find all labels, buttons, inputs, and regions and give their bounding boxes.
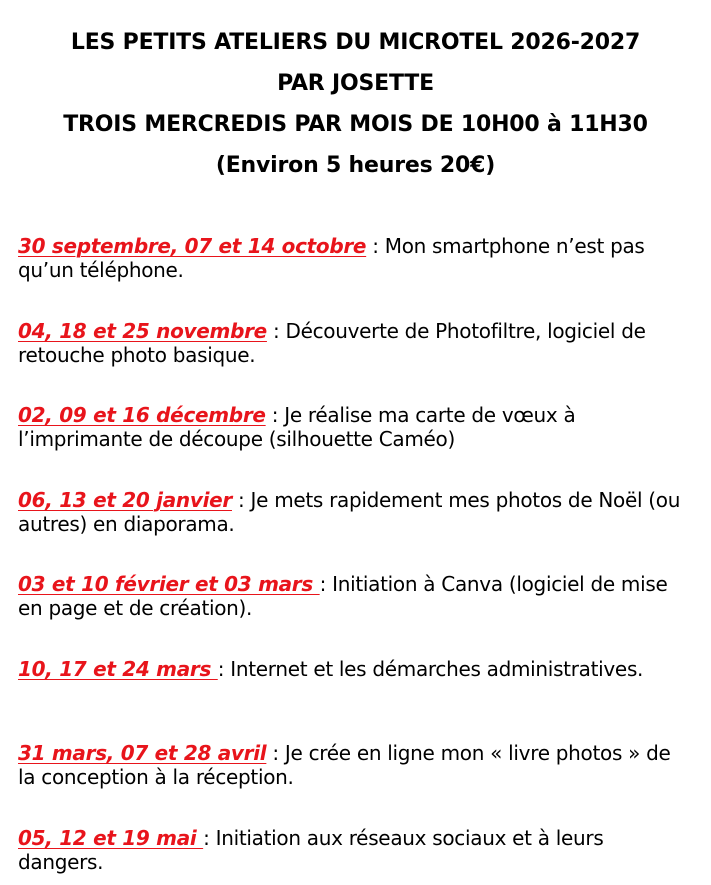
session-description: Découverte de Photofiltre, logiciel de retouche photo basique. — [18, 318, 646, 367]
session-description: Internet et les démarches administratives. — [230, 656, 644, 681]
session-separator: : — [203, 825, 216, 850]
session-dates: 05, 12 et 19 mai — [18, 825, 204, 850]
session-dates: 10, 17 et 24 mars — [18, 656, 218, 681]
session-dates: 30 septembre, 07 et 14 octobre — [18, 234, 367, 258]
header-author: PAR JOSETTE — [277, 71, 434, 96]
session-item — [18, 488, 693, 536]
session-item — [18, 234, 693, 282]
session-item — [18, 741, 693, 789]
session-item — [18, 319, 693, 367]
header-schedule: TROIS MERCREDIS PAR MOIS DE 10H00 à 11H30 — [63, 112, 648, 137]
session-dates: 06, 13 et 20 janvier — [18, 487, 232, 512]
session-item — [18, 657, 693, 705]
session-dates: 03 et 10 février et 03 mars — [18, 572, 320, 596]
session-separator: : — [319, 572, 333, 596]
session-list — [18, 234, 693, 874]
session-separator: : — [266, 741, 285, 765]
session-description: Je réalise ma carte de vœux à l’imprimante de découpe (silhouette Caméo) — [18, 403, 576, 451]
header-title: LES PETITS ATELIERS DU MICROTEL 2026-2027 — [70, 30, 641, 55]
session-description: Je mets rapidement mes photos de Noël (ou autres) en diaporama. — [18, 487, 681, 536]
session-separator: : — [217, 656, 231, 681]
session-dates: 04, 18 et 25 novembre — [18, 318, 267, 343]
session-item — [18, 826, 693, 874]
session-dates: 02, 09 et 16 décembre — [18, 403, 266, 427]
header-price: (Environ 5 heures 20€) — [215, 153, 496, 178]
session-description: Mon smartphone n’est pas qu’un téléphone. — [18, 234, 645, 282]
session-dates: 31 mars, 07 et 28 avril — [18, 741, 267, 765]
session-separator: : — [266, 318, 286, 343]
session-item — [18, 403, 693, 451]
session-item — [18, 572, 693, 620]
header — [18, 22, 693, 186]
session-separator: : — [231, 487, 251, 512]
session-description: Je crée en ligne mon « livre photos » de la conception à la réception. — [18, 741, 671, 789]
session-description: Initiation aux réseaux sociaux et à leurs dangers. — [18, 825, 604, 874]
session-description: Initiation à Canva (logiciel de mise en page et de création). — [18, 572, 668, 620]
session-separator: : — [366, 234, 385, 258]
session-separator: : — [265, 403, 285, 427]
